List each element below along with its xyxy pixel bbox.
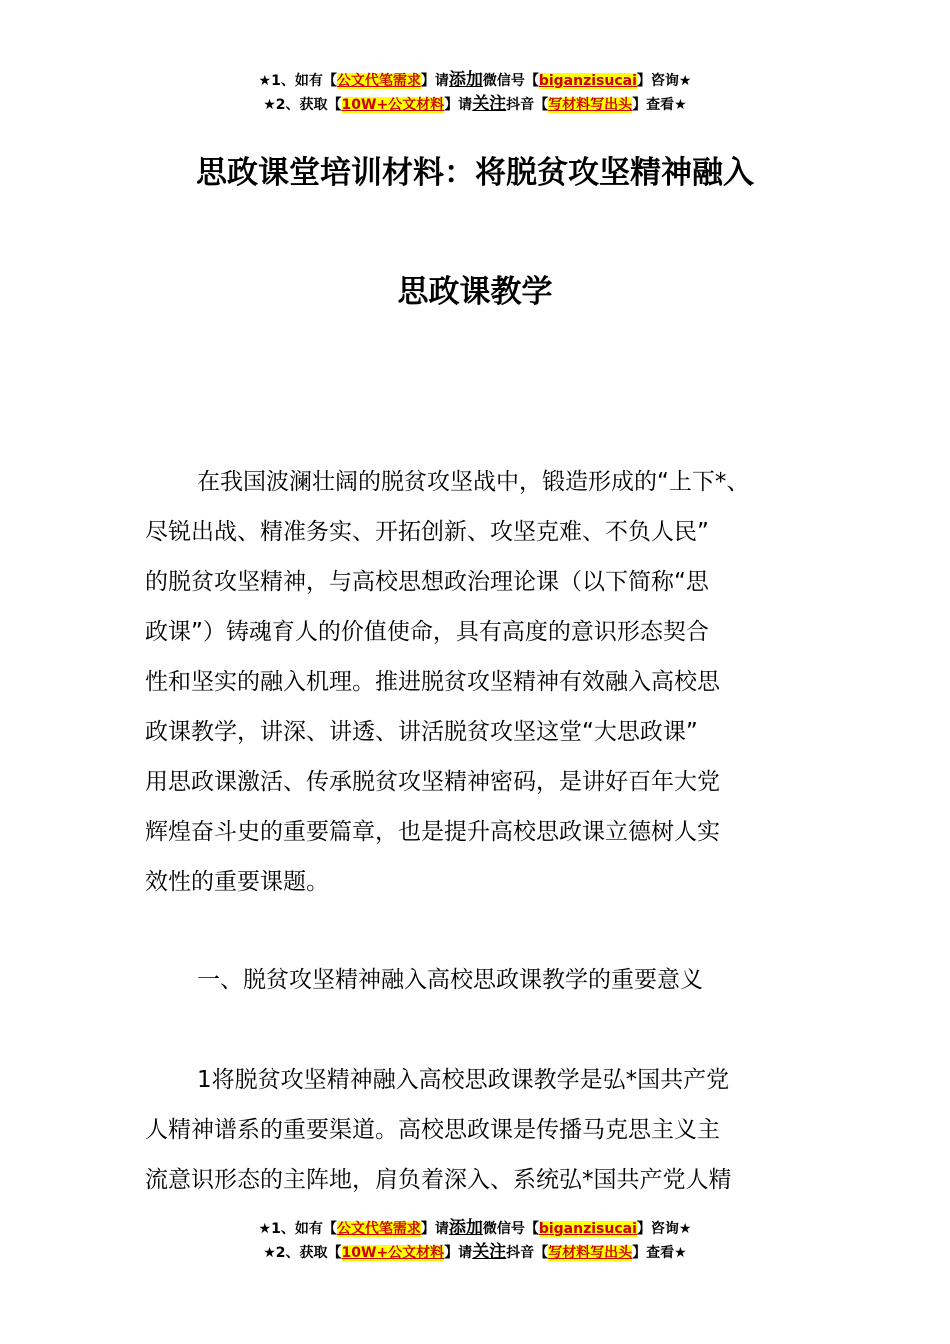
promo-highlight-service: 公文代笔需求 (336, 73, 421, 89)
promo-text: 】请 (420, 73, 449, 89)
header-promo-line-1 (0, 70, 950, 94)
promo-highlight-douyin-id: 写材料写出头 (548, 1245, 633, 1261)
paragraph-line: 用思政课激活、传承脱贫攻坚精神密码，是讲好百年大党 (145, 769, 720, 795)
promo-text: ★2、获取【 (263, 1245, 342, 1261)
promo-emphasis: 添加 (448, 1218, 483, 1238)
promo-text: 】请 (420, 1221, 449, 1237)
promo-text: 微信号【 (482, 73, 539, 89)
footer-promo-line-1 (0, 1218, 950, 1242)
promo-highlight-douyin-id: 写材料写出头 (548, 97, 633, 113)
promo-text: 】查看★ (632, 1245, 687, 1261)
paragraph-line: 辉煌奋斗史的重要篇章，也是提升高校思政课立德树人实 (145, 819, 720, 845)
footer-promo (0, 1218, 950, 1266)
promo-text: 】咨询★ (636, 73, 692, 89)
header-promo-line-2 (0, 94, 950, 118)
promo-text: 抖音【 (506, 1245, 549, 1261)
promo-text: 抖音【 (506, 97, 549, 113)
footer-promo-line-2 (0, 1242, 950, 1266)
section-heading (145, 955, 810, 1005)
promo-text: 】咨询★ (636, 1221, 692, 1237)
promo-highlight-wechat-id: biganzisucai (538, 1221, 637, 1237)
document-title-line-1: 思政课堂培训材料：将脱贫攻坚精神融入 (196, 155, 754, 191)
paragraph-line: 流意识形态的主阵地，肩负着深入、系统弘*国共产党人精 (145, 1167, 732, 1193)
promo-emphasis: 关注 (472, 1242, 507, 1262)
promo-text: ★1、如有【 (258, 73, 337, 89)
promo-highlight-service: 公文代笔需求 (336, 1221, 421, 1237)
promo-emphasis: 添加 (448, 70, 483, 90)
body-paragraph-2 (145, 1055, 810, 1205)
body-paragraph-1 (145, 457, 810, 907)
promo-text: 】查看★ (632, 97, 687, 113)
paragraph-line: 在我国波澜壮阔的脱贫攻坚战中，锻造形成的“上下*、 (197, 469, 750, 495)
promo-emphasis: 关注 (472, 94, 507, 114)
promo-text: ★2、获取【 (263, 97, 342, 113)
promo-highlight-materials: 10W+公文材料 (341, 1245, 445, 1261)
paragraph-line: 的脱贫攻坚精神，与高校思想政治理论课（以下简称“思 (145, 569, 709, 595)
promo-text: ★1、如有【 (258, 1221, 337, 1237)
paragraph-line: 1将脱贫攻坚精神融入高校思政课教学是弘*国共产党 (197, 1067, 730, 1093)
paragraph-line: 政课”）铸魂育人的价值使命，具有高度的意识形态契合 (145, 619, 709, 645)
section-heading-text: 一、脱贫攻坚精神融入高校思政课教学的重要意义 (197, 967, 703, 993)
promo-highlight-materials: 10W+公文材料 (341, 97, 445, 113)
header-promo (0, 70, 950, 118)
paragraph-line: 尽锐出战、精准务实、开拓创新、攻坚克难、不负人民” (145, 519, 709, 545)
promo-text: 微信号【 (482, 1221, 539, 1237)
promo-text: 】请 (444, 97, 473, 113)
paragraph-line: 人精神谱系的重要渠道。高校思政课是传播马克思主义主 (145, 1117, 720, 1143)
document-title-line-2: 思政课教学 (397, 274, 553, 310)
paragraph-line: 效性的重要课题。 (145, 869, 329, 895)
paragraph-line: 政课教学，讲深、讲透、讲活脱贫攻坚这堂“大思政课” (145, 719, 698, 745)
promo-text: 】请 (444, 1245, 473, 1261)
promo-highlight-wechat-id: biganzisucai (538, 73, 637, 89)
paragraph-line: 性和坚实的融入机理。推进脱贫攻坚精神有效融入高校思 (145, 669, 720, 695)
